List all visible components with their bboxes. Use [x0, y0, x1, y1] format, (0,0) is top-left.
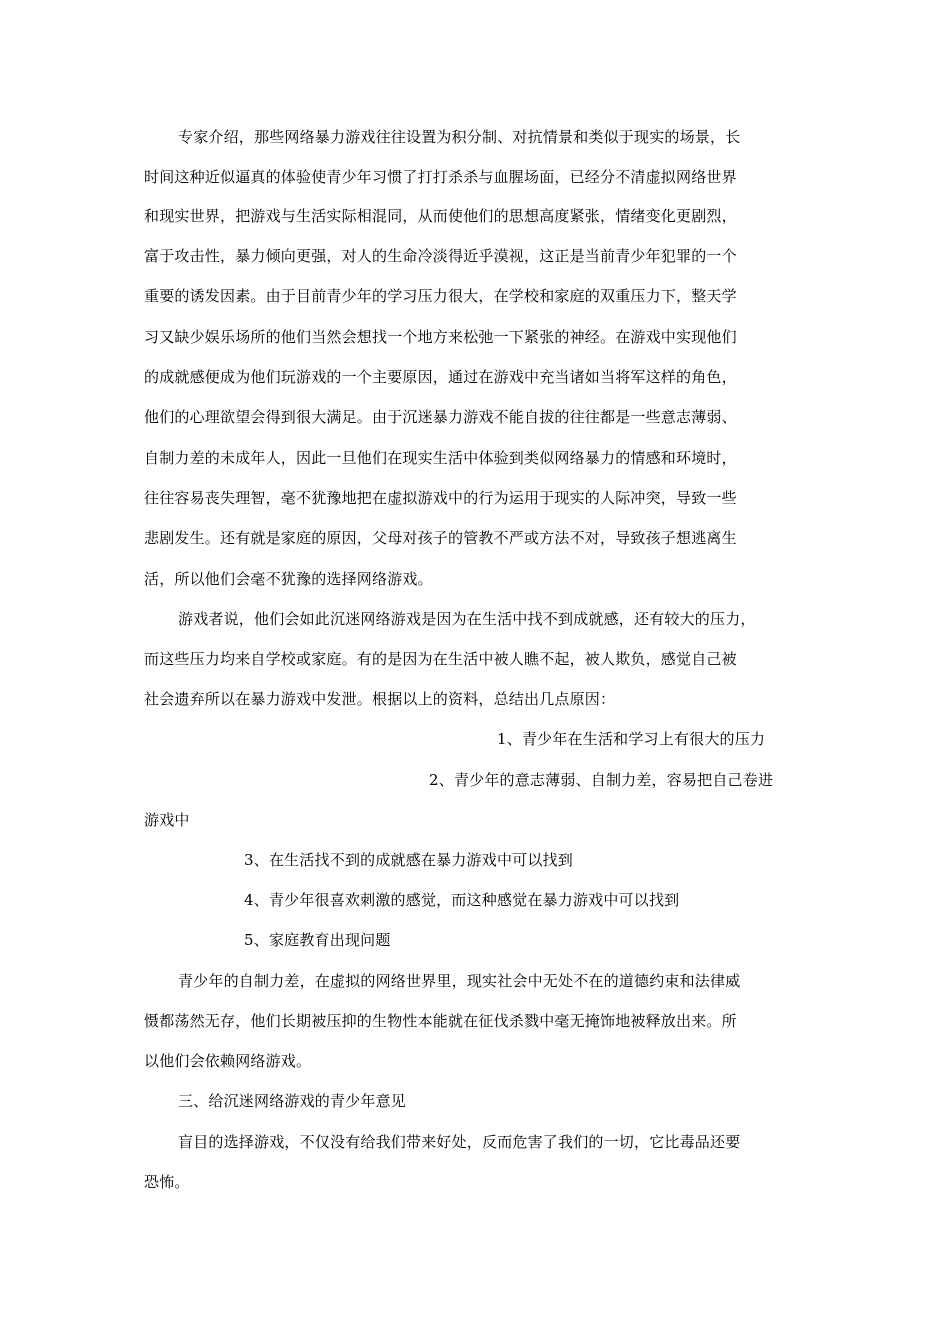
text-line: 青少年的自制力差，在虚拟的网络世界里，现实社会中无处不在的道德约束和法律威	[178, 972, 741, 990]
text-line: 习又缺少娱乐场所的他们当然会想找一个地方来松弛一下紧张的神经。在游戏中实现他们	[144, 328, 737, 346]
text-line: 游戏者说，他们会如此沉迷网络游戏是因为在生活中找不到成就感，还有较大的压力，	[178, 610, 756, 628]
text-line: 游戏中	[144, 811, 190, 829]
text-line: 活，所以他们会毫不犹豫的选择网络游戏。	[144, 570, 433, 588]
section-heading: 三、给沉迷网络游戏的青少年意见	[178, 1092, 407, 1110]
list-item: 1、青少年在生活和学习上有很大的压力	[497, 730, 766, 748]
list-item: 2、青少年的意志薄弱、自制力差，容易把自己卷进	[429, 771, 774, 789]
text-line: 盲目的选择游戏，不仅没有给我们带来好处，反而危害了我们的一切，它比毒品还要	[178, 1133, 741, 1151]
text-line: 时间这种近似逼真的体验使青少年习惯了打打杀杀与血腥场面，已经分不清虚拟网络世界	[144, 168, 737, 186]
text-line: 和现实世界，把游戏与生活实际相混同，从而使他们的思想高度紧张，情绪变化更剧烈，	[144, 207, 737, 225]
text-line: 往往容易丧失理智，毫不犹豫地把在虚拟游戏中的行为运用于现实的人际冲突，导致一些	[144, 489, 737, 507]
text-line: 社会遗弃所以在暴力游戏中发泄。根据以上的资料，总结出几点原因：	[144, 690, 616, 708]
list-item: 3、在生活找不到的成就感在暴力游戏中可以找到	[244, 851, 573, 869]
text-line: 慑都荡然无存，他们长期被压抑的生物性本能就在征伐杀戮中毫无掩饰地被释放出来。所	[144, 1012, 737, 1030]
text-line: 他们的心理欲望会得到很大满足。由于沉迷暴力游戏不能自拔的往往都是一些意志薄弱、	[144, 408, 737, 426]
text-line: 专家介绍，那些网络暴力游戏往往设置为积分制、对抗情景和类似于现实的场景，长	[178, 128, 741, 146]
list-item: 5、家庭教育出现问题	[244, 931, 391, 949]
text-line: 以他们会依赖网络游戏。	[144, 1052, 312, 1070]
text-line: 自制力差的未成年人，因此一旦他们在现实生活中体验到类似网络暴力的情感和环境时，	[144, 449, 737, 467]
text-line: 重要的诱发因素。由于目前青少年的学习压力很大，在学校和家庭的双重压力下，整天学	[144, 287, 737, 305]
text-line: 恐怖。	[144, 1173, 190, 1191]
text-line: 的成就感便成为他们玩游戏的一个主要原因，通过在游戏中充当诸如当将军这样的角色，	[144, 368, 737, 386]
text-line: 而这些压力均来自学校或家庭。有的是因为在生活中被人瞧不起，被人欺负，感觉自己被	[144, 650, 737, 668]
text-line: 富于攻击性，暴力倾向更强，对人的生命冷淡得近乎漠视，这正是当前青少年犯罪的一个	[144, 247, 737, 265]
text-line: 悲剧发生。还有就是家庭的原因，父母对孩子的管教不严或方法不对，导致孩子想逃离生	[144, 529, 737, 547]
list-item: 4、青少年很喜欢刺激的感觉，而这种感觉在暴力游戏中可以找到	[244, 891, 680, 909]
